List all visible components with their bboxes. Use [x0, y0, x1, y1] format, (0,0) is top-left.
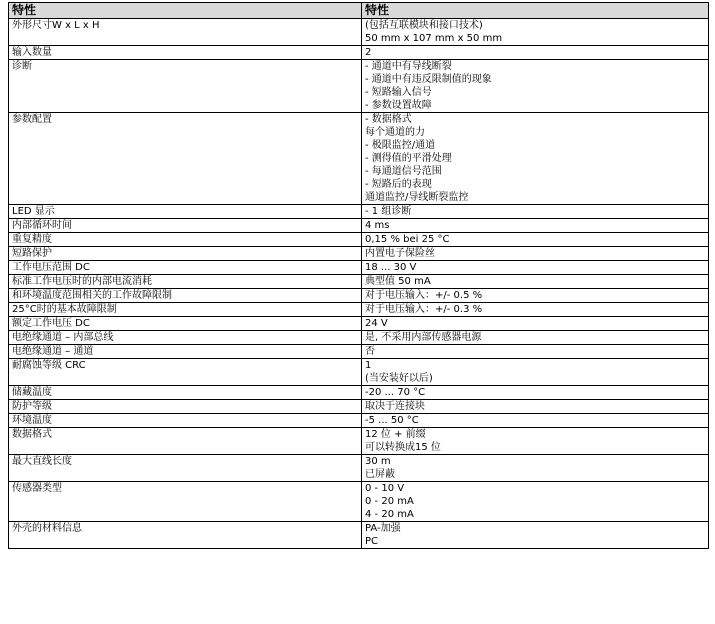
spec-value-line: 已屏蔽 [365, 469, 395, 480]
spec-value-line: 1 [365, 360, 372, 371]
spec-label: 环境温度 [9, 414, 362, 428]
spec-table [8, 2, 709, 549]
spec-value-line: - 短路后的表现 [365, 179, 432, 190]
spec-label: 标准工作电压时的内部电流消耗 [9, 275, 362, 289]
spec-row [9, 455, 709, 482]
spec-row [9, 19, 709, 46]
spec-row [9, 303, 709, 317]
spec-row [9, 219, 709, 233]
spec-label: 最大直线长度 [9, 455, 362, 482]
spec-row [9, 331, 709, 345]
spec-row [9, 359, 709, 386]
spec-value-line: 50 mm x 107 mm x 50 mm [365, 33, 503, 44]
spec-label: 诊断 [9, 60, 362, 113]
spec-label: 数据格式 [9, 428, 362, 455]
spec-value-line: 2 [365, 47, 372, 58]
spec-label: 重复精度 [9, 233, 362, 247]
spec-value [362, 289, 709, 303]
spec-value-line: 每个通道的力 [365, 127, 425, 138]
spec-label: LED 显示 [9, 205, 362, 219]
spec-value-line: 4 ms [365, 220, 390, 231]
spec-row [9, 428, 709, 455]
spec-value-line: 对于电压输入：+/- 0.3 % [365, 304, 483, 315]
spec-label: 电绝缘通道 – 内部总线 [9, 331, 362, 345]
spec-row [9, 482, 709, 522]
spec-label: 外壳的材料信息 [9, 522, 362, 549]
spec-row [9, 275, 709, 289]
spec-value-line: (包括互联模块和接口技术) [365, 20, 483, 31]
spec-row [9, 46, 709, 60]
spec-value [362, 345, 709, 359]
spec-label: 输入数量 [9, 46, 362, 60]
spec-value-line: 可以转换成15 位 [365, 442, 441, 453]
spec-value [362, 113, 709, 205]
header-row [9, 3, 709, 19]
spec-value [362, 414, 709, 428]
spec-value-line: - 通道中有导线断裂 [365, 61, 452, 72]
spec-label: 防护等级 [9, 400, 362, 414]
spec-value [362, 359, 709, 386]
spec-value [362, 482, 709, 522]
spec-value [362, 247, 709, 261]
spec-row [9, 247, 709, 261]
spec-value [362, 275, 709, 289]
spec-label: 耐腐蚀等级 CRC [9, 359, 362, 386]
spec-label: 短路保护 [9, 247, 362, 261]
spec-value-line: - 短路输入信号 [365, 87, 432, 98]
spec-value-line: 4 - 20 mA [365, 509, 414, 520]
spec-row [9, 205, 709, 219]
spec-label: 25°C时的基本故障限制 [9, 303, 362, 317]
spec-value-line: 30 m [365, 456, 391, 467]
spec-row [9, 345, 709, 359]
spec-value-line: 通道监控/导线断裂监控 [365, 192, 469, 203]
spec-value [362, 261, 709, 275]
spec-label: 外形尺寸W x L x H [9, 19, 362, 46]
spec-value [362, 428, 709, 455]
spec-value [362, 455, 709, 482]
spec-label: 电绝缘通道 – 通道 [9, 345, 362, 359]
spec-value-line: 0,15 % bei 25 °C [365, 234, 450, 245]
spec-row [9, 317, 709, 331]
spec-label: 传感器类型 [9, 482, 362, 522]
spec-value-line: (当安装好以后) [365, 373, 433, 384]
header-col1: 特性 [9, 3, 362, 19]
spec-value-line: 典型值 50 mA [365, 276, 431, 287]
header-col2: 特性 [362, 3, 709, 19]
spec-value-line: 24 V [365, 318, 388, 329]
spec-value-line: 内置电子保险丝 [365, 248, 435, 259]
spec-value [362, 331, 709, 345]
spec-label: 额定工作电压 DC [9, 317, 362, 331]
spec-row [9, 261, 709, 275]
spec-label: 内部循环时间 [9, 219, 362, 233]
spec-value [362, 19, 709, 46]
spec-value [362, 46, 709, 60]
spec-row [9, 414, 709, 428]
spec-value-line: PC [365, 536, 379, 547]
spec-row [9, 233, 709, 247]
spec-value-line: - 每通道信号范围 [365, 166, 442, 177]
spec-value [362, 317, 709, 331]
spec-value-line: 取决于连接块 [365, 401, 425, 412]
spec-value-line: 否 [365, 346, 375, 357]
spec-value-line: 对于电压输入：+/- 0.5 % [365, 290, 483, 301]
spec-value [362, 386, 709, 400]
spec-row [9, 386, 709, 400]
spec-value [362, 60, 709, 113]
spec-value [362, 219, 709, 233]
spec-value-line: -20 ... 70 °C [365, 387, 426, 398]
spec-value [362, 233, 709, 247]
spec-value-line: 是, 不采用内部传感器电源 [365, 332, 482, 343]
spec-value-line: - 极限监控/通道 [365, 140, 436, 151]
spec-value-line: - 1 组诊断 [365, 206, 412, 217]
spec-value [362, 205, 709, 219]
spec-row [9, 60, 709, 113]
spec-row [9, 522, 709, 549]
spec-value [362, 400, 709, 414]
spec-value-line: 0 - 20 mA [365, 496, 414, 507]
spec-value-line: 0 - 10 V [365, 483, 405, 494]
spec-label: 参数配置 [9, 113, 362, 205]
spec-label: 储藏温度 [9, 386, 362, 400]
spec-label: 和环境温度范围相关的工作故障限制 [9, 289, 362, 303]
spec-value [362, 522, 709, 549]
spec-label: 工作电压范围 DC [9, 261, 362, 275]
spec-value-line: 18 ... 30 V [365, 262, 417, 273]
spec-value-line: - 通道中有违反限制值的现象 [365, 74, 492, 85]
spec-value-line: - 数据格式 [365, 114, 412, 125]
spec-value-line: -5 ... 50 °C [365, 415, 419, 426]
spec-row [9, 400, 709, 414]
spec-value [362, 303, 709, 317]
spec-value-line: - 参数设置故障 [365, 100, 432, 111]
spec-value-line: PA-加强 [365, 523, 401, 534]
spec-body [9, 3, 709, 549]
spec-row [9, 289, 709, 303]
spec-row [9, 113, 709, 205]
spec-value-line: 12 位 + 前缀 [365, 429, 426, 440]
spec-value-line: - 测得值的平滑处理 [365, 153, 452, 164]
